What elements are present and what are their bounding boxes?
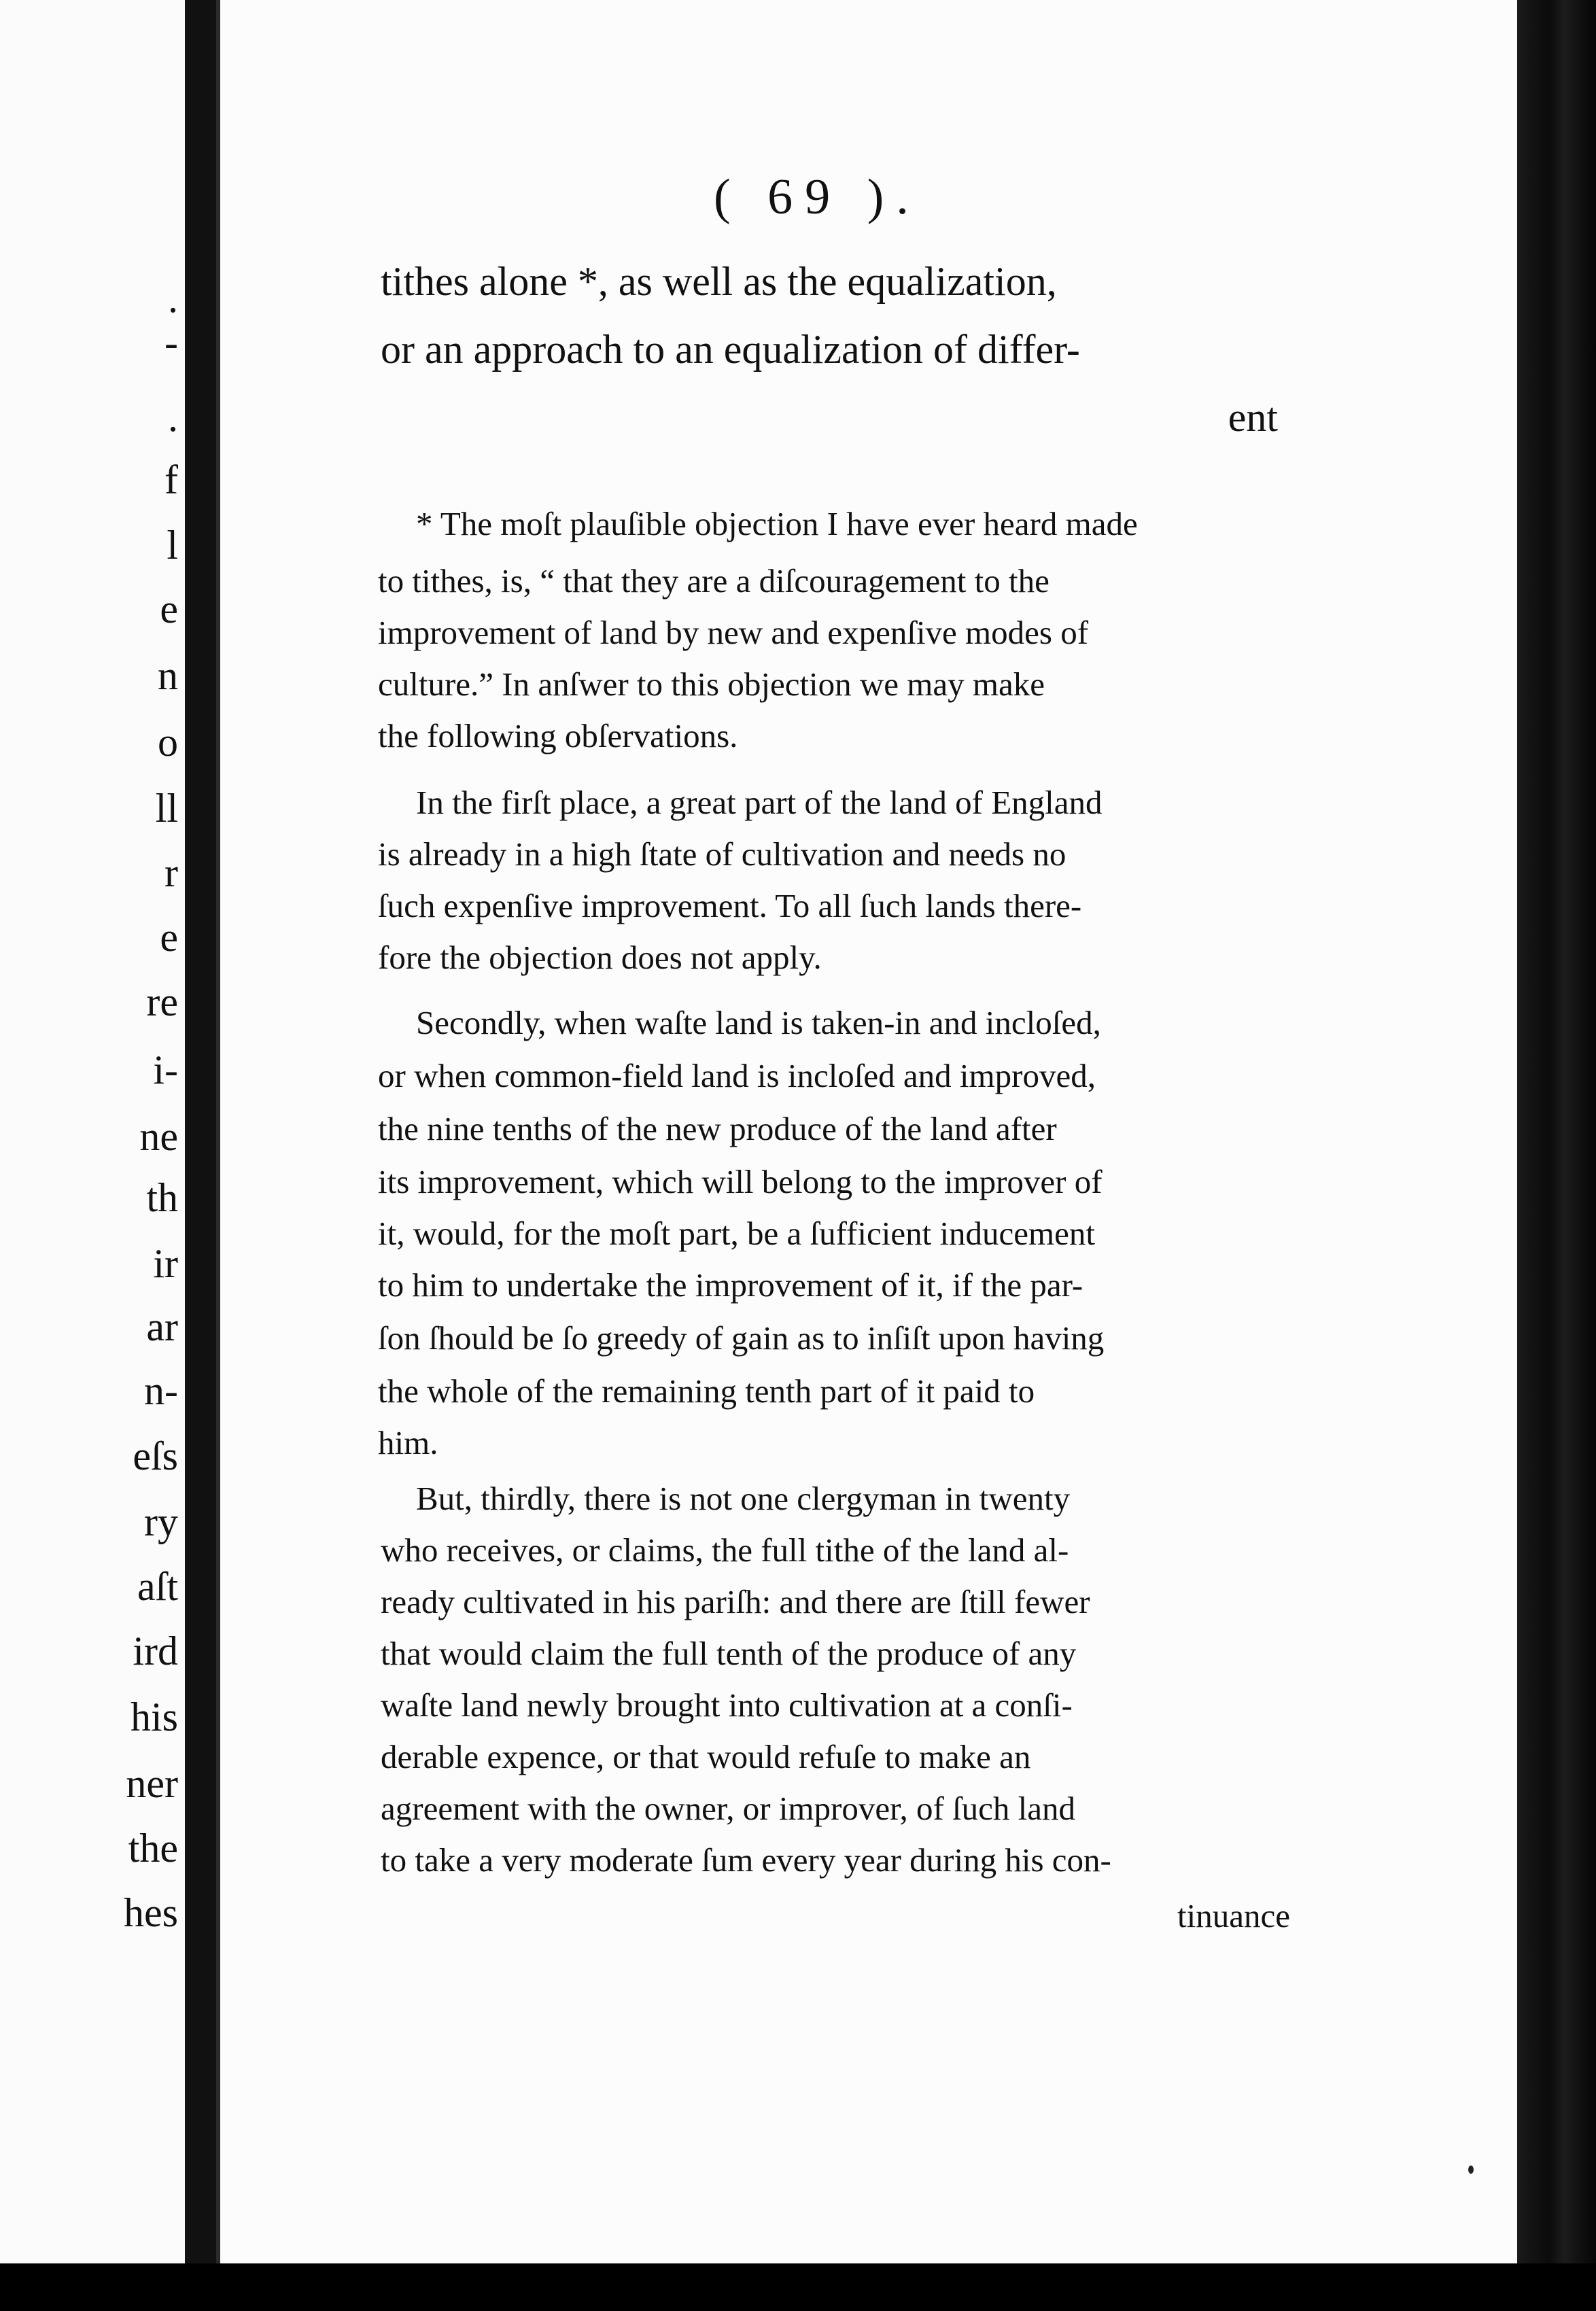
footnote-line: culture.” In anſwer to this objection we may make bbox=[378, 665, 1045, 703]
left-page-fragment: the bbox=[128, 1826, 178, 1871]
footnote-line: ready cultivated in his pariſh: and there are ſtill fewer bbox=[381, 1583, 1090, 1620]
footnote-line: the whole of the remaining tenth part of it paid to bbox=[378, 1372, 1035, 1410]
left-page-fragment: ir bbox=[153, 1241, 178, 1286]
left-page-fragment: th bbox=[146, 1175, 178, 1220]
left-page-fragment: eſs bbox=[133, 1433, 178, 1478]
main-text-line: or an approach to an equalization of differ- bbox=[381, 327, 1080, 372]
footnote-line: Secondly, when waſte land is taken-in and incloſed, bbox=[416, 1004, 1101, 1041]
left-page-fragment: i- bbox=[153, 1047, 178, 1092]
footnote-line: ſon ſhould be ſo greedy of gain as to inſiſt upon having bbox=[378, 1319, 1105, 1357]
left-page-fragment: ar bbox=[146, 1304, 178, 1349]
left-page-fragment: n- bbox=[144, 1368, 178, 1413]
footnote-line: ſuch expenſive improvement. To all ſuch lands there- bbox=[378, 887, 1082, 924]
main-text-line: tithes alone *, as well as the equalization, bbox=[381, 259, 1057, 304]
left-page-fragment: aſt bbox=[137, 1564, 178, 1609]
footnote-line: fore the objection does not apply. bbox=[378, 939, 822, 976]
footnote-line: him. bbox=[378, 1424, 438, 1461]
page-fore-edge bbox=[1517, 0, 1596, 2311]
left-page-fragment: e bbox=[160, 915, 178, 960]
left-page-fragment: hes bbox=[124, 1890, 178, 1935]
left-page-fragment: e bbox=[160, 587, 178, 631]
scan-bottom-border bbox=[0, 2263, 1596, 2311]
footnote-line: waſte land newly brought into cultivation at a conſi- bbox=[381, 1686, 1073, 1724]
footnote-line: who receives, or claims, the full tithe of the land al- bbox=[381, 1531, 1069, 1569]
footnote-line: to him to undertake the improvement of it, if the par- bbox=[378, 1266, 1083, 1304]
left-page-fragment: ll bbox=[155, 786, 178, 831]
footnote-line: that would claim the full tenth of the produce of any bbox=[381, 1635, 1077, 1672]
footnote-catchword: tinuance bbox=[1177, 1897, 1290, 1934]
footnote-line: its improvement, which will belong to the improver of bbox=[378, 1163, 1103, 1200]
footnote-line: In the firſt place, a great part of the land of England bbox=[416, 784, 1103, 821]
footnote-line: to take a very moderate ſum every year during his con- bbox=[381, 1841, 1111, 1879]
footnote-line: But, thirdly, there is not one clergyman in twenty bbox=[416, 1480, 1071, 1517]
left-page-fragment: n bbox=[158, 653, 178, 698]
catchword: ent bbox=[1228, 395, 1278, 440]
footnote-line: improvement of land by new and expenſive modes of bbox=[378, 614, 1089, 651]
footnote-line: it, would, for the moſt part, be a ſufficient inducement bbox=[378, 1215, 1096, 1252]
left-page-fragment: - bbox=[164, 320, 178, 365]
left-page-fragment: his bbox=[130, 1695, 178, 1739]
footnote-line: to tithes, is, “ that they are a diſcouragement to the bbox=[378, 562, 1049, 600]
left-page-fragment: . bbox=[168, 276, 178, 321]
left-page-fragment: r bbox=[164, 850, 178, 895]
footnote-line: the following obſervations. bbox=[378, 717, 738, 754]
ink-speck bbox=[1468, 2166, 1474, 2174]
left-page-fragment: . bbox=[168, 395, 178, 440]
left-page-fragment: f bbox=[164, 457, 178, 502]
left-page-fragment: l bbox=[167, 523, 178, 568]
footnote-line: or when common-field land is incloſed and improved, bbox=[378, 1057, 1096, 1094]
footnote-line: the nine tenths of the new produce of the land after bbox=[378, 1110, 1057, 1147]
left-page-fragment: ne bbox=[139, 1114, 178, 1159]
book-gutter bbox=[185, 0, 220, 2311]
left-page-fragment: ner bbox=[126, 1761, 178, 1806]
footnote-line: derable expence, or that would refuſe to make an bbox=[381, 1738, 1031, 1775]
footnote-line: is already in a high ſtate of cultivation and needs no bbox=[378, 835, 1066, 873]
left-page-fragment: ird bbox=[133, 1629, 178, 1673]
page-number: ( 69 ). bbox=[714, 169, 921, 225]
left-page-fragment: ry bbox=[144, 1499, 178, 1544]
footnote-line: agreement with the owner, or improver, of ſuch land bbox=[381, 1790, 1076, 1827]
footnote-line: * The moſt plauſible objection I have ever heard made bbox=[416, 505, 1138, 542]
left-page-fragment: re bbox=[146, 979, 178, 1024]
left-page-fragment: o bbox=[158, 720, 178, 765]
left-facing-page bbox=[0, 0, 185, 2263]
